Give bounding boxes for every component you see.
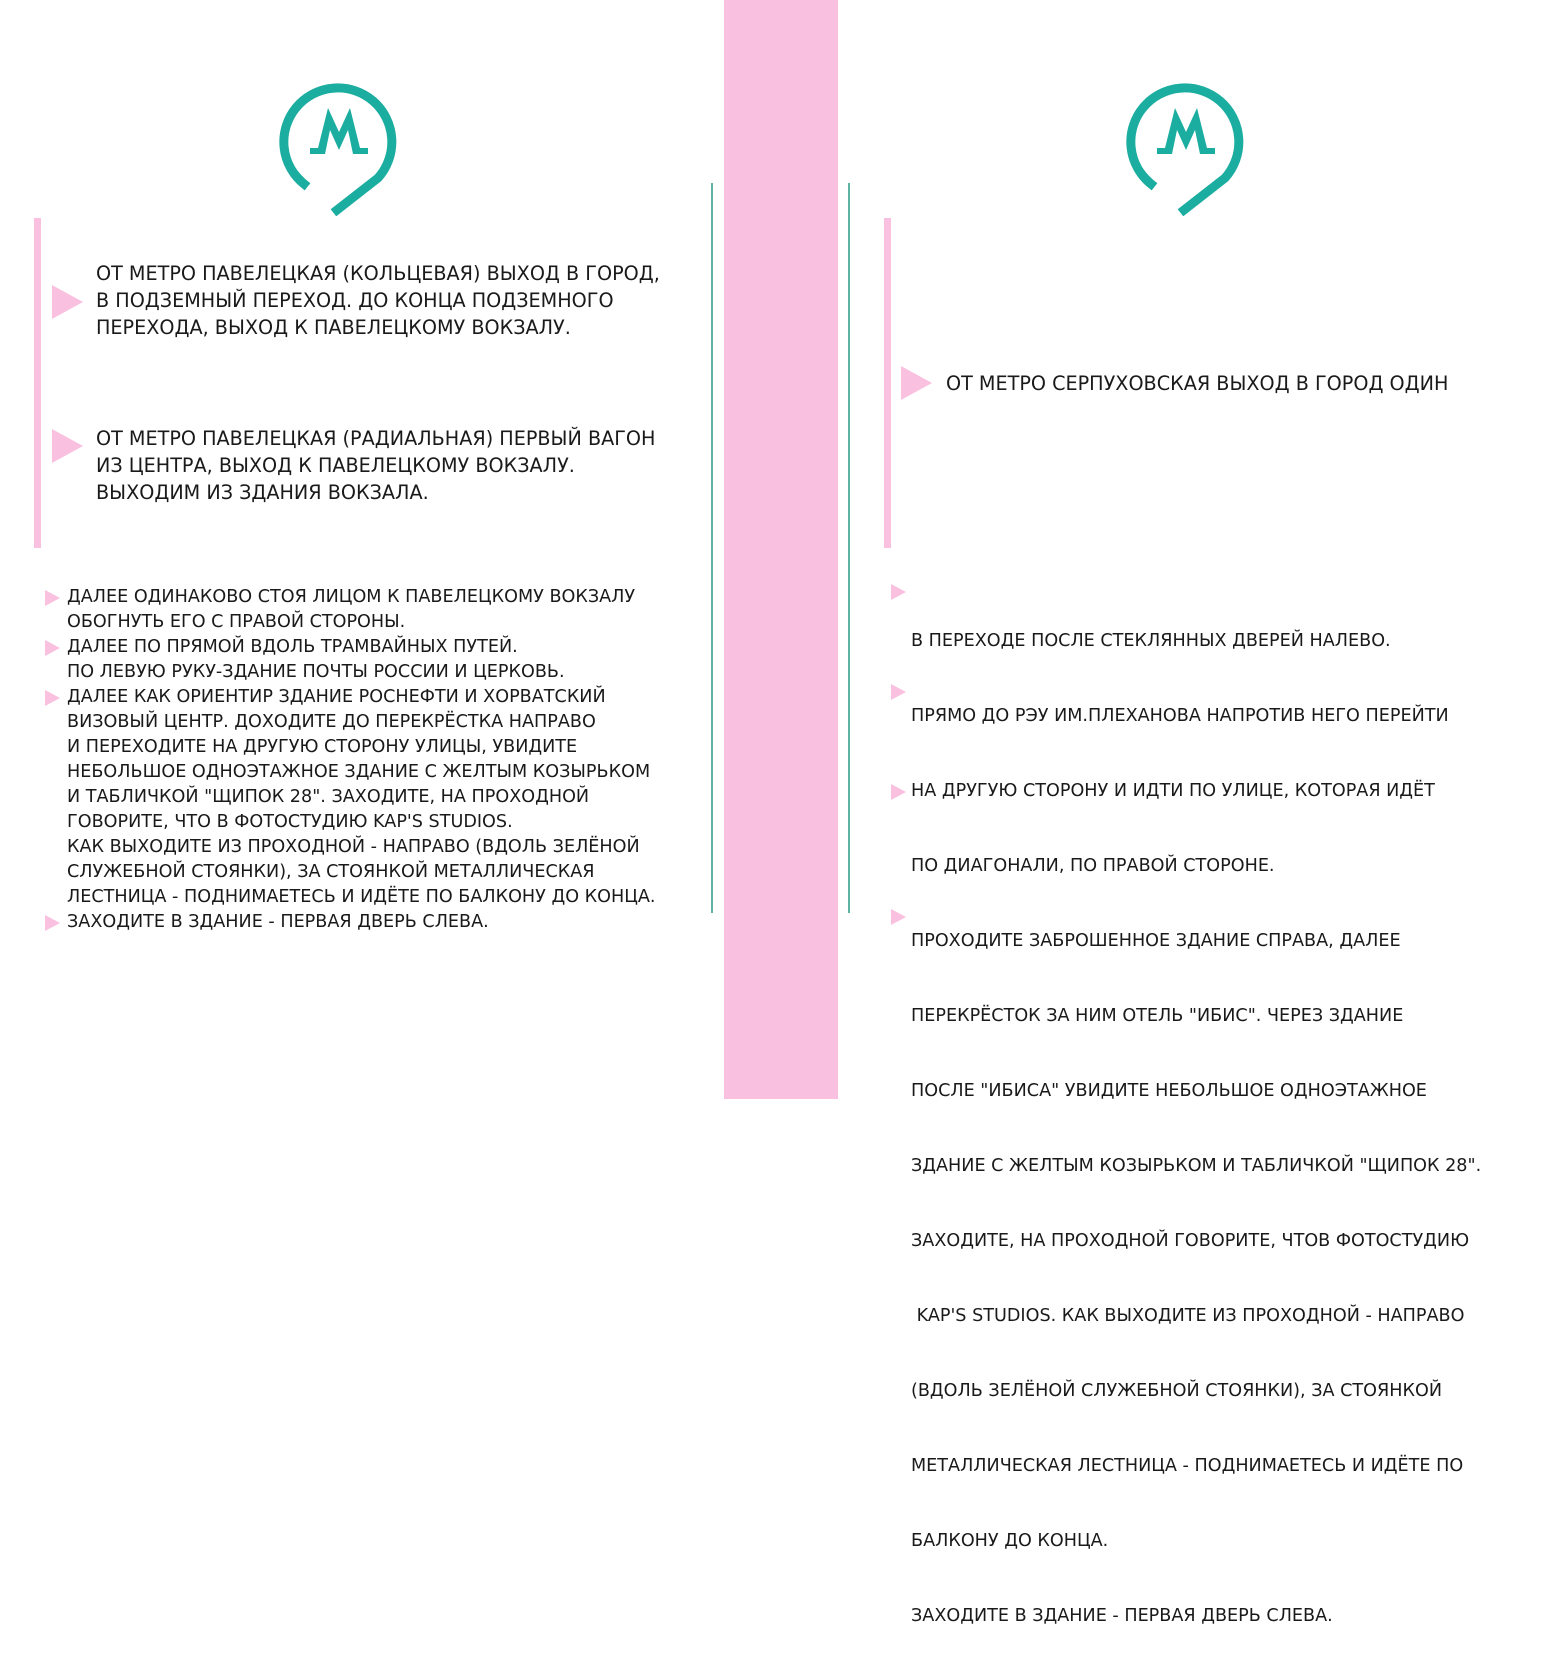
left-directions <box>67 585 656 935</box>
bullet-triangle-icon <box>52 285 83 319</box>
bullet-triangle-icon <box>891 584 906 600</box>
text-line: ВЫХОДИМ ИЗ ЗДАНИЯ ВОКЗАЛА. <box>96 481 429 504</box>
text-line: ЗАХОДИТЕ В ЗДАНИЕ - ПЕРВАЯ ДВЕРЬ СЛЕВА. <box>67 912 489 932</box>
text-line: KAP'S STUDIOS. КАК ВЫХОДИТЕ ИЗ ПРОХОДНОЙ - НАПРАВО <box>911 1306 1465 1326</box>
text-line: ОБОГНУТЬ ЕГО С ПРАВОЙ СТОРОНЫ. <box>67 612 406 632</box>
metro-logo-icon <box>1125 70 1247 216</box>
text-line: ДАЛЕЕ КАК ОРИЕНТИР ЗДАНИЕ РОСНЕФТИ И ХОРВАТСКИЙ <box>67 687 606 707</box>
text-line: ДАЛЕЕ ОДИНАКОВО СТОЯ ЛИЦОМ К ПАВЕЛЕЦКОМУ ВОКЗАЛУ <box>67 587 636 607</box>
text-line: ЗДАНИЕ С ЖЕЛТЫМ КОЗЫРЬКОМ И ТАБЛИЧКОЙ "ЩИПОК 28". <box>911 1156 1482 1176</box>
bullet-triangle-icon <box>901 366 932 400</box>
text-line: ПО ДИАГОНАЛИ, ПО ПРАВОЙ СТОРОНЕ. <box>911 856 1275 876</box>
text-line: В ПЕРЕХОДЕ ПОСЛЕ СТЕКЛЯННЫХ ДВЕРЕЙ НАЛЕВО. <box>911 631 1391 651</box>
bullet-triangle-icon <box>45 690 60 706</box>
text-line: ЛЕСТНИЦА - ПОДНИМАЕТЕСЬ И ИДЁТЕ ПО БАЛКОНУ ДО КОНЦА. <box>67 887 656 907</box>
text-line: В ПОДЗЕМНЫЙ ПЕРЕХОД. ДО КОНЦА ПОДЗЕМНОГО <box>96 289 614 312</box>
bullet-triangle-icon <box>52 429 83 463</box>
text-line: КАК ВЫХОДИТЕ ИЗ ПРОХОДНОЙ - НАПРАВО (ВДОЛЬ ЗЕЛЁНОЙ <box>67 837 640 857</box>
metro-logo-icon <box>278 70 400 216</box>
left-pink-rule <box>34 218 41 548</box>
left-teal-rule <box>711 183 713 913</box>
text-line: ПРЯМО ДО РЭУ ИМ.ПЛЕХАНОВА НАПРОТИВ НЕГО ПЕРЕЙТИ <box>911 706 1449 726</box>
text-line: И ТАБЛИЧКОЙ "ЩИПОК 28". ЗАХОДИТЕ, НА ПРОХОДНОЙ <box>67 787 590 807</box>
text-line: ИЗ ЦЕНТРА, ВЫХОД К ПАВЕЛЕЦКОМУ ВОКЗАЛУ. <box>96 454 575 477</box>
text-line: БАЛКОНУ ДО КОНЦА. <box>911 1531 1109 1551</box>
text-line: ЗАХОДИТЕ, НА ПРОХОДНОЙ ГОВОРИТЕ, ЧТОВ ФОТОСТУДИЮ <box>911 1231 1470 1251</box>
text-line: ДАЛЕЕ ПО ПРЯМОЙ ВДОЛЬ ТРАМВАЙНЫХ ПУТЕЙ. <box>67 637 518 657</box>
bullet-triangle-icon <box>891 909 906 925</box>
text-line: ВИЗОВЫЙ ЦЕНТР. ДОХОДИТЕ ДО ПЕРЕКРЁСТКА НАПРАВО <box>67 712 596 732</box>
text-line: НЕБОЛЬШОЕ ОДНОЭТАЖНОЕ ЗДАНИЕ С ЖЕЛТЫМ КОЗЫРЬКОМ <box>67 762 651 782</box>
text-line: ОТ МЕТРО ПАВЕЛЕЦКАЯ (КОЛЬЦЕВАЯ) ВЫХОД В ГОРОД, <box>96 262 660 285</box>
text-line: И ПЕРЕХОДИТЕ НА ДРУГУЮ СТОРОНУ УЛИЦЫ, УВИДИТЕ <box>67 737 578 757</box>
right-directions <box>911 579 1481 1654</box>
text-line: ПРОХОДИТЕ ЗАБРОШЕННОЕ ЗДАНИЕ СПРАВА, ДАЛЕЕ <box>911 931 1401 951</box>
bullet-triangle-icon <box>45 640 60 656</box>
text-line: ЗАХОДИТЕ В ЗДАНИЕ - ПЕРВАЯ ДВЕРЬ СЛЕВА. <box>911 1606 1333 1626</box>
text-line: ОТ МЕТРО ПАВЕЛЕЦКАЯ (РАДИАЛЬНАЯ) ПЕРВЫЙ ВАГОН <box>96 427 656 450</box>
right-pink-rule <box>884 218 891 548</box>
bullet-triangle-icon <box>891 684 906 700</box>
right-teal-rule <box>848 183 850 913</box>
text-line: (ВДОЛЬ ЗЕЛЁНОЙ СЛУЖЕБНОЙ СТОЯНКИ), ЗА СТОЯНКОЙ <box>911 1381 1442 1401</box>
text-line: ПЕРЕКРЁСТОК ЗА НИМ ОТЕЛЬ "ИБИС". ЧЕРЕЗ ЗДАНИЕ <box>911 1006 1404 1026</box>
text-line: ПО ЛЕВУЮ РУКУ-ЗДАНИЕ ПОЧТЫ РОССИИ И ЦЕРКОВЬ. <box>67 662 565 682</box>
text-line: ПЕРЕХОДА, ВЫХОД К ПАВЕЛЕЦКОМУ ВОКЗАЛУ. <box>96 316 571 339</box>
text-line: ГОВОРИТЕ, ЧТО В ФОТОСТУДИЮ KAP'S STUDIOS. <box>67 812 513 832</box>
route-paveletskaya-radial <box>96 425 655 506</box>
route-serpukhovskaya: ОТ МЕТРО СЕРПУХОВСКАЯ ВЫХОД В ГОРОД ОДИН <box>946 372 1449 395</box>
text-line: ПОСЛЕ "ИБИСА" УВИДИТЕ НЕБОЛЬШОЕ ОДНОЭТАЖНОЕ <box>911 1081 1427 1101</box>
text-line: СЛУЖЕБНОЙ СТОЯНКИ), ЗА СТОЯНКОЙ МЕТАЛЛИЧЕСКАЯ <box>67 862 595 882</box>
bullet-triangle-icon <box>45 590 60 606</box>
bullet-triangle-icon <box>891 784 906 800</box>
route-paveletskaya-ring <box>96 260 660 341</box>
text-line: НА ДРУГУЮ СТОРОНУ И ИДТИ ПО УЛИЦЕ, КОТОРАЯ ИДЁТ <box>911 781 1435 801</box>
bullet-triangle-icon <box>45 915 60 931</box>
text-line: МЕТАЛЛИЧЕСКАЯ ЛЕСТНИЦА - ПОДНИМАЕТЕСЬ И ИДЁТЕ ПО <box>911 1456 1464 1476</box>
center-pink-band <box>724 0 838 1099</box>
